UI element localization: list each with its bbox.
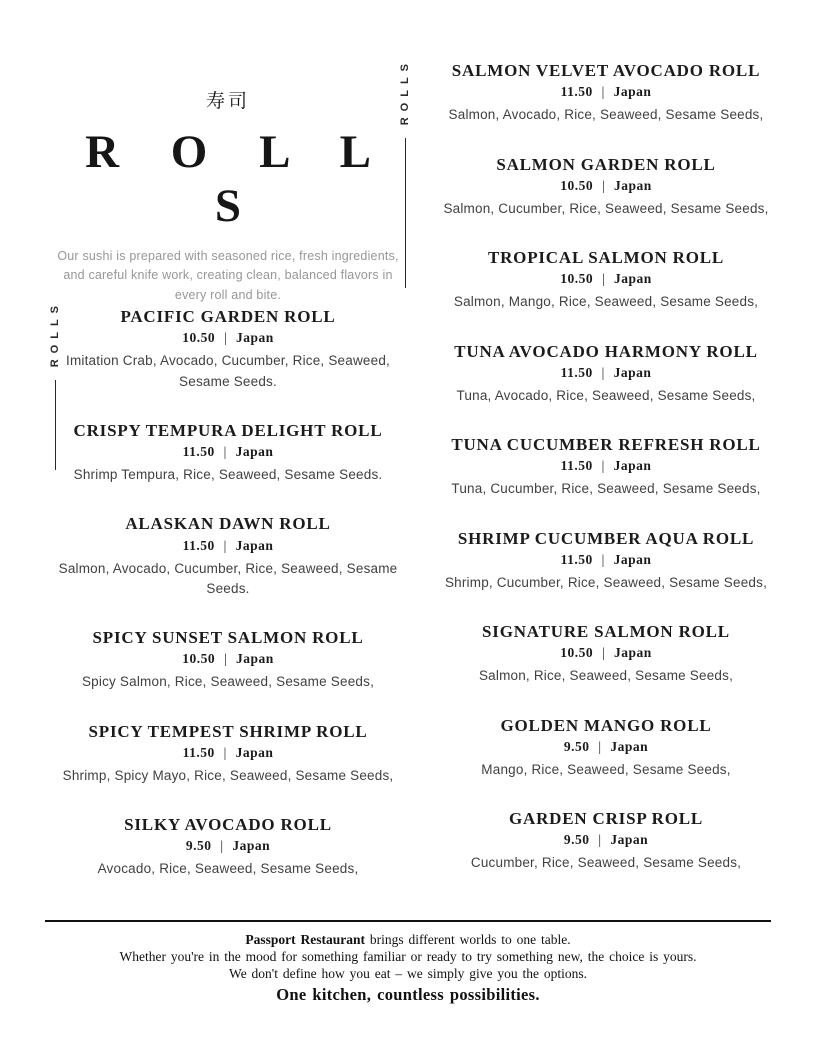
price-origin-separator: | (601, 364, 605, 380)
menu-item-name: SALMON GARDEN ROLL (496, 154, 716, 174)
price-origin-separator: | (598, 832, 602, 848)
price-origin-separator: | (601, 84, 605, 100)
menu-item-ingredients: Shrimp Tempura, Rice, Seaweed, Sesame Seeds. (73, 467, 383, 482)
price-origin-separator: | (601, 551, 605, 567)
menu-item-ingredients: Salmon, Avocado, Rice, Seaweed, Sesame Seeds, (448, 107, 764, 123)
menu-item (426, 154, 786, 220)
price-origin-separator: | (601, 177, 606, 193)
menu-item-ingredients: Spicy Salmon, Rice, Seaweed, Sesame Seeds, (81, 674, 375, 690)
menu-item (426, 341, 786, 407)
price-origin-separator: | (220, 838, 224, 854)
menu-item-price: 11.50 | Japan (560, 364, 652, 380)
menu-item-name: ALASKAN DAWN ROLL (125, 514, 331, 534)
price-origin-separator: | (601, 645, 606, 661)
price-origin-separator: | (598, 738, 602, 754)
menu-item-name: SPICY TEMPEST SHRIMP ROLL (88, 721, 368, 741)
menu-item-ingredients: Avocado, Rice, Seaweed, Sesame Seeds, (97, 861, 359, 877)
price-origin-separator: | (601, 271, 606, 287)
menu-item-price: 10.50 | Japan (182, 330, 274, 346)
menu-item-ingredients: Mango, Rice, Seaweed, Sesame Seeds, (481, 761, 731, 777)
vertical-rolls-label-left: ROLLS (49, 300, 61, 368)
menu-footer (45, 920, 771, 1004)
menu-description: Our sushi is prepared with seasoned rice, fresh ingredients, and careful knife work, creating clean, balanced flavors in every roll and bite. (57, 249, 399, 302)
menu-item-name: SPICY SUNSET SALMON ROLL (92, 628, 364, 647)
menu-item-price: 9.50 | Japan (563, 738, 649, 754)
price-origin-separator: | (223, 744, 227, 760)
menu-item-price: 9.50 | Japan (185, 838, 271, 854)
menu-item (56, 306, 400, 392)
menu-item-price: 11.50 | Japan (560, 84, 652, 100)
menu-item-price: 11.50 | Japan (560, 458, 652, 474)
menu-item (426, 247, 786, 313)
menu-item-name: SILKY AVOCADO ROLL (124, 815, 332, 834)
menu-item (426, 715, 786, 781)
menu-item-name: TUNA AVOCADO HARMONY ROLL (454, 341, 758, 361)
footer-line-1-rest: brings different worlds to one table. (365, 932, 571, 947)
menu-item-price: 10.50 | Japan (182, 651, 274, 667)
menu-item-ingredients: Tuna, Cucumber, Rice, Seaweed, Sesame Seeds, (451, 481, 761, 497)
menu-item (426, 808, 786, 874)
menu-item-price: 11.50 | Japan (182, 444, 274, 459)
price-origin-separator: | (223, 330, 228, 346)
menu-item-price: 11.50 | Japan (560, 551, 652, 567)
menu-item-name: CRISPY TEMPURA DELIGHT ROLL (73, 420, 383, 440)
menu-item-ingredients: Salmon, Cucumber, Rice, Seaweed, Sesame Seeds, (443, 200, 769, 216)
menu-item-ingredients: Imitation Crab, Avocado, Cucumber, Rice, Seaweed, Sesame Seeds. (66, 353, 390, 389)
menu-item-name: SHRIMP CUCUMBER AQUA ROLL (457, 528, 755, 548)
menu-header (56, 86, 400, 305)
menu-item (56, 627, 400, 693)
menu-item-ingredients: Salmon, Mango, Rice, Seaweed, Sesame Seeds, (453, 294, 759, 310)
vertical-rolls-label-right: ROLLS (399, 58, 411, 126)
menu-item-ingredients: Cucumber, Rice, Seaweed, Sesame Seeds, (470, 855, 742, 871)
menu-column-right (426, 60, 786, 902)
footer-tagline: One kitchen, countless possibilities. (276, 984, 540, 1004)
menu-item (426, 60, 786, 126)
footer-line-3: We don't define how you eat – we simply give you the options. (229, 965, 587, 981)
menu-item-price: 10.50 | Japan (560, 177, 652, 193)
menu-item-name: SALMON VELVET AVOCADO ROLL (451, 61, 761, 80)
menu-item (56, 721, 400, 787)
menu-item (56, 814, 400, 880)
menu-item-price: 10.50 | Japan (560, 271, 652, 287)
menu-item-name: GOLDEN MANGO ROLL (500, 715, 712, 735)
menu-item-name: TUNA CUCUMBER REFRESH ROLL (451, 435, 761, 454)
menu-item-ingredients: Salmon, Rice, Seaweed, Sesame Seeds, (478, 668, 734, 684)
menu-item-price: 11.50 | Japan (182, 537, 274, 553)
price-origin-separator: | (223, 651, 228, 667)
price-origin-separator: | (223, 444, 227, 459)
menu-item (426, 528, 786, 594)
footer-restaurant-name: Passport Restaurant (245, 932, 366, 947)
menu-item (56, 420, 400, 486)
price-origin-separator: | (601, 458, 605, 474)
menu-item-ingredients: Shrimp, Cucumber, Rice, Seaweed, Sesame Seeds, (444, 574, 768, 590)
price-origin-separator: | (223, 537, 227, 553)
menu-item-name: GARDEN CRISP ROLL (508, 809, 704, 828)
menu-column-left (56, 306, 400, 908)
menu-item-price: 11.50 | Japan (182, 744, 274, 760)
right-side-label-group (399, 58, 411, 288)
footer-line-2: Whether you're in the mood for something familiar or ready to try something new, the choice is yours. (119, 948, 697, 964)
vertical-divider-right (405, 138, 406, 288)
menu-item (426, 621, 786, 687)
kanji-subtitle: 寿司 (205, 90, 250, 112)
menu-item-ingredients: Shrimp, Spicy Mayo, Rice, Seaweed, Sesame Seeds, (62, 767, 394, 783)
menu-item-name: SIGNATURE SALMON ROLL (482, 622, 730, 641)
menu-item (56, 513, 400, 599)
menu-item-price: 9.50 | Japan (563, 832, 649, 848)
menu-item-name: TROPICAL SALMON ROLL (487, 248, 725, 267)
menu-item-price: 10.50 | Japan (560, 645, 652, 661)
menu-item-name: PACIFIC GARDEN ROLL (120, 307, 336, 326)
menu-item-ingredients: Salmon, Avocado, Cucumber, Rice, Seaweed, Sesame Seeds. (58, 560, 398, 596)
footer-line-1 (45, 932, 771, 948)
menu-item-ingredients: Tuna, Avocado, Rice, Seaweed, Sesame Seeds, (456, 387, 756, 403)
page-title: R O L L S (85, 126, 391, 232)
menu-item (426, 434, 786, 500)
